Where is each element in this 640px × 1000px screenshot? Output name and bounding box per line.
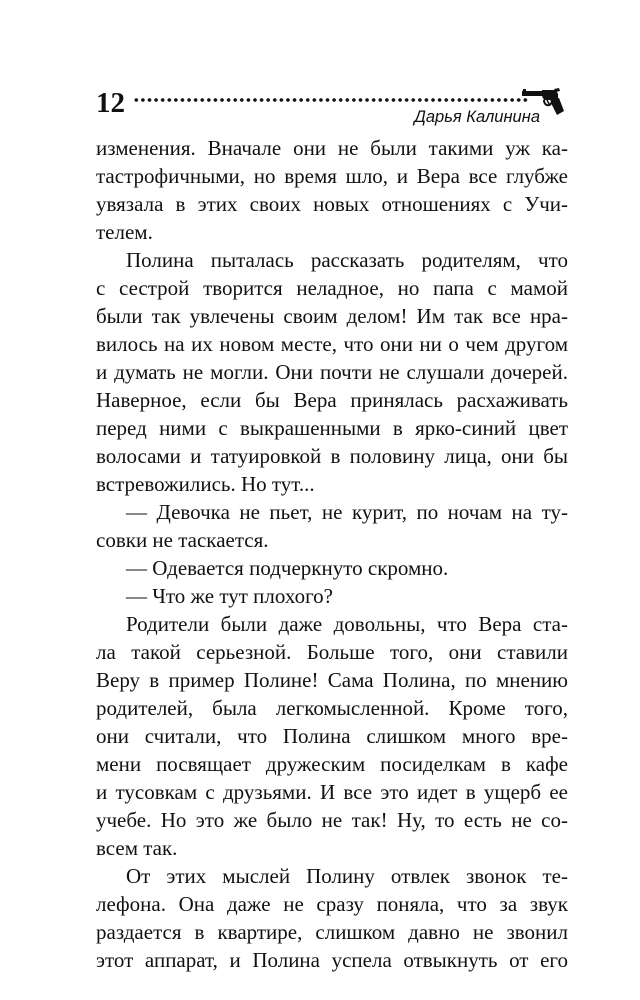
text-line: телем.	[96, 220, 153, 244]
text-line: и думать не могли. Они почти не слушали дочерей.	[96, 360, 568, 384]
text-line: Веру в пример Полине! Сама Полина, по мнению	[96, 668, 568, 692]
text-line: они считали, что Полина слишком много вре-	[96, 724, 568, 748]
text-line: От этих мыслей Полину отвлек звонок те-	[126, 864, 568, 888]
text-line: вилось на их новом месте, что они ни о чем другом	[96, 332, 568, 356]
text-line: — Девочка не пьет, не курит, по ночам на ту-	[126, 500, 568, 524]
text-line: — Что же тут плохого?	[126, 584, 333, 608]
text-line: Родители были даже довольны, что Вера ста-	[126, 612, 568, 636]
text-line: этот аппарат, и Полина успела отвыкнуть от его	[96, 948, 568, 972]
text-line: родителей, была легкомысленной. Кроме того,	[96, 696, 568, 720]
text-line: с сестрой творится неладное, но папа с мамой	[96, 276, 568, 300]
text-line: Наверное, если бы Вера принялась расхаживать	[96, 388, 568, 412]
running-head-author: Дарья Калинина	[414, 108, 540, 126]
text-line: увязала в этих своих новых отношениях с Учи-	[96, 192, 568, 216]
text-line: всем так.	[96, 836, 178, 860]
text-line: лефона. Она даже не сразу поняла, что за звук	[96, 892, 568, 916]
text-body	[96, 134, 568, 974]
text-line: перед ними с выкрашенными в ярко-синий цвет	[96, 416, 568, 440]
text-line: — Одевается подчеркнуто скромно.	[126, 556, 449, 580]
page-number: 12	[96, 87, 125, 119]
text-line: совки не таскается.	[96, 528, 269, 552]
text-line: ла такой серьезной. Больше того, они ставили	[96, 640, 568, 664]
text-line: изменения. Вначале они не были такими уж ка-	[96, 136, 568, 160]
header-dotted-rule	[133, 97, 528, 103]
text-line: встревожились. Но тут...	[96, 472, 315, 496]
text-line: тастрофичными, но время шло, и Вера все глубже	[96, 164, 568, 188]
text-line: Полина пыталась рассказать родителям, что	[126, 248, 568, 272]
text-line: мени посвящает дружеским посиделкам в кафе	[96, 752, 568, 776]
text-line: раздается в квартире, слишком давно не звонил	[96, 920, 568, 944]
text-line: и тусовкам с друзьями. И все это идет в ущерб ее	[96, 780, 568, 804]
text-line: учебе. Но это же было не так! Ну, то есть не со-	[96, 808, 568, 832]
text-line: были так увлечены своим делом! Им так все нра-	[96, 304, 568, 328]
text-line: волосами и татуировкой в половину лица, они бы	[96, 444, 568, 468]
